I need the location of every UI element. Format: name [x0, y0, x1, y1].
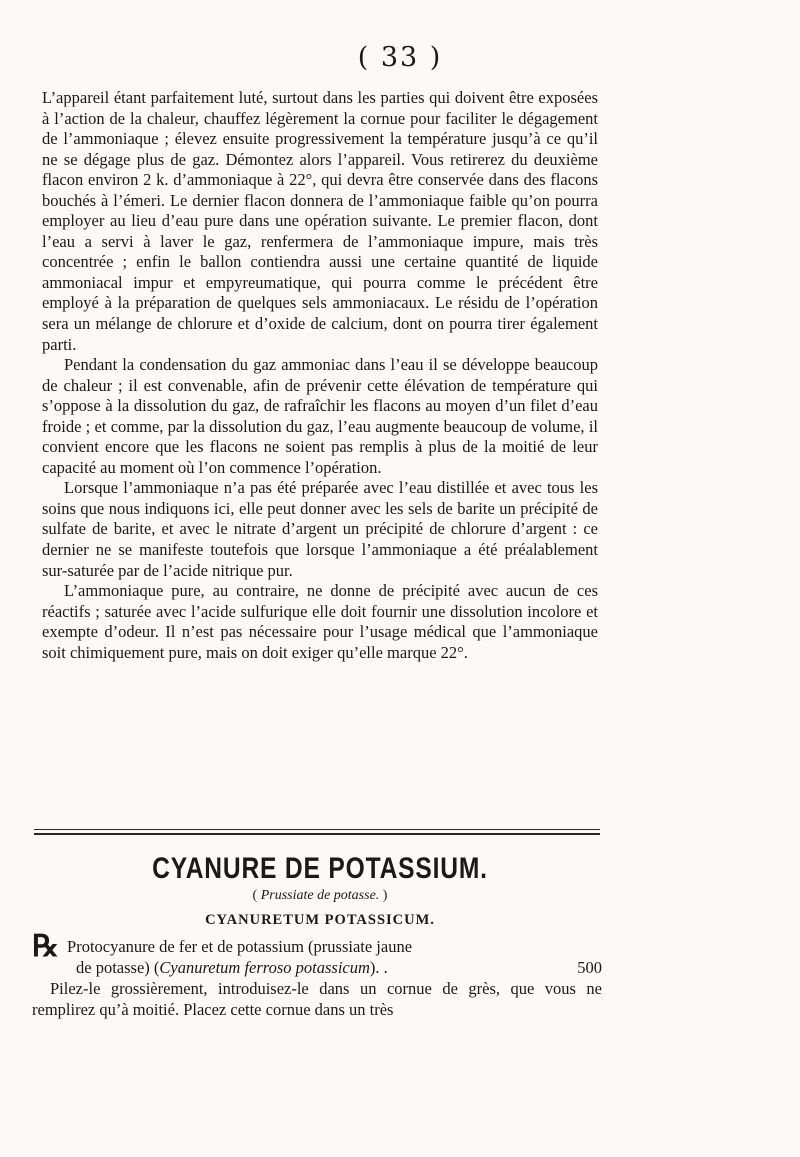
recipe-ingredient-line-2a: de potasse) ( [76, 958, 160, 977]
recipe-ingredient-line-2b: ). . [369, 958, 388, 977]
paragraph-apparatus: L’appareil étant parfaitement luté, surtout dans les parties qui doivent être exposées à l’action de la chaleur, chauffez légèrement la cornue pour faciliter le dégagement de l’ammoniaque ; élevez ensuite progressivement la température jusqu’à ce qu’il ne se dégage plus de gaz. Démontez alors l’appareil. Vous retirerez du deuxième flacon environ 2 k. d’ammoniaque à 22°, qui devra être conservée dans des flacons bouchés à l’émeri. Le dernier flacon donnera de l’ammoniaque faible qu’on pourra employer au lieu d’eau pure dans une opération suivante. Le premier flacon, dont l’eau a servi à laver le gaz, renfermera de l’ammoniaque impure, mais très concentrée ; enfin le ballon contiendra aussi une certaine quantité de liquide ammoniacal impur et empyreumatique, qui pourra comme le précédent être employé à la préparation de quelques sels ammoniacaux. Le résidu de l’opération sera un mélange de chlorure et d’oxide de calcium, dont on pourra tirer également parti. [42, 88, 598, 354]
recipe-ingredient-latin: Cyanuretum ferroso potassicum [159, 958, 370, 977]
section-divider-bottom [34, 833, 600, 835]
body-text [42, 88, 598, 663]
paragraph-pure-ammonia: L’ammoniaque pure, au contraire, ne donne de précipité avec aucun de ces réactifs ; saturée avec l’acide sulfurique elle doit fournir une dissolution incolore et exempte d’odeur. Il n’est pas nécessaire pour l’usage médical que l’ammoniaque soit chimiquement pure, mais on doit exiger qu’elle marque 22°. [42, 581, 598, 662]
recipe [32, 930, 602, 1020]
recipe-instructions: Pilez-le grossièrement, introduisez-le dans un cornue de grès, que vous ne remplirez qu’à moitié. Placez cette cornue dans un très [32, 979, 602, 1019]
rx-symbol: ℞ [32, 930, 59, 963]
recipe-line-1 [32, 930, 602, 963]
page-number: ( 33 ) [357, 42, 443, 73]
subtitle-open-paren: ( [252, 888, 258, 903]
recipe-quantity: 500 [577, 958, 602, 977]
latin-title: CYANURETUM POTASSICUM. [205, 912, 435, 928]
section-subtitle [0, 888, 640, 904]
section-title: CYANURE DE POTASSIUM. [152, 852, 488, 885]
section-divider-top [34, 829, 600, 830]
paragraph-impurities: Lorsque l’ammoniaque n’a pas été préparée avec l’eau distillée et avec tous les soins que nous indiquons ici, elle peut donner avec les sels de barite un précipité de sulfate de barite, et avec le nitrate d’argent un précipité de chlorure d’argent : ce dernier ne se manifeste toutefois que lorsque l’ammoniaque a été préalablement sur-saturée par de l’acide nitrique pur. [42, 478, 598, 580]
recipe-ingredient-line-1: Protocyanure de fer et de potassium (prussiate jaune [67, 937, 413, 956]
subtitle-close-paren: ) [382, 888, 388, 903]
paragraph-condensation: Pendant la condensation du gaz ammoniac dans l’eau il se développe beaucoup de chaleur ; il est convenable, afin de prévenir cette élévation de température qui s’oppose à la dissolution du gaz, de rafraîchir les flacons au moyen d’un filet d’eau froide ; et comme, par la dissolution du gaz, l’eau augmente beaucoup de volume, il convient encore que les flacons ne soient pas remplis à plus de la moitié de leur capacité au moment où l’on commence l’opération. [42, 355, 598, 477]
subtitle-text: Prussiate de potasse. [260, 888, 380, 903]
recipe-line-2 [32, 957, 602, 978]
